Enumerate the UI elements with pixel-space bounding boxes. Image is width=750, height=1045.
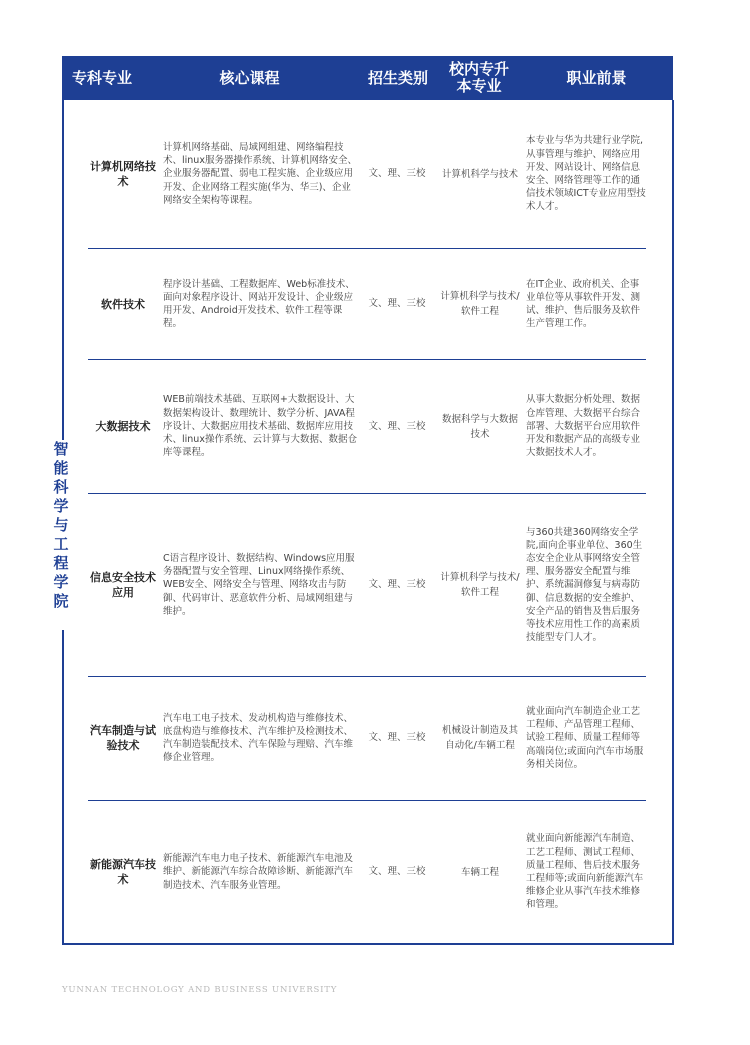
table-row bbox=[88, 100, 646, 248]
career-prospects: 从事大数据分析处理、数据仓库管理、大数据平台综合部署、大数据平台应用软件开发和数据产品的高级专业大数据技术人才。 bbox=[526, 394, 641, 459]
header-col-career: 职业前景 bbox=[566, 68, 627, 87]
core-courses: 新能源汽车电力电子技术、新能源汽车电池及维护、新能源汽车综合故障诊断、新能源汽车制造技术、汽车服务业管理。 bbox=[163, 853, 354, 891]
upgrade-major: 数据科学与大数据技术 bbox=[441, 413, 518, 440]
enrollment-type: 文、理、三校 bbox=[368, 732, 426, 744]
header-col-major: 专科专业 bbox=[71, 68, 132, 87]
upgrade-major: 计算机科学与技术/软件工程 bbox=[440, 572, 520, 598]
major-name: 计算机网络技术 bbox=[90, 160, 156, 188]
career-prospects: 本专业与华为共建行业学院,从事管理与维护、网络应用开发、网站设计、网络信息安全、网络管理等工作的通信技术领域ICT专业应用型技术人才。 bbox=[526, 135, 646, 213]
major-name: 汽车制造与试验技术 bbox=[90, 724, 156, 752]
major-name: 大数据技术 bbox=[95, 420, 151, 433]
major-name: 信息安全技术应用 bbox=[90, 571, 156, 599]
core-courses: 汽车电工电子技术、发动机构造与维修技术、底盘构造与维修技术、汽车维护及检测技术、汽车制造装配技术、汽车保险与理赔、汽车维修企业管理。 bbox=[163, 712, 354, 764]
table-row bbox=[88, 801, 646, 943]
core-courses: C语言程序设计、数据结构、Windows应用服务器配置与安全管理、Linux网络操作系统、WEB安全、网络安全与管理、网络攻击与防御、代码审计、恶意软件分析、局域网组建与维护。 bbox=[163, 552, 355, 617]
career-prospects: 在IT企业、政府机关、企事业单位等从事软件开发、测试、维护、售后服务及软件生产管理工作。 bbox=[526, 278, 641, 330]
core-courses: 计算机网络基础、局域网组建、网络编程技术、linux服务器操作系统、计算机网络安全、企业服务器配置、弱电工程实施、企业级应用开发、企业网络工程实施(华为、华三)、企业网络安全架构等课程。 bbox=[163, 141, 357, 206]
enrollment-type: 文、理、三校 bbox=[368, 168, 426, 180]
college-label: 智能科学与工程学院 bbox=[50, 440, 72, 630]
core-courses: 程序设计基础、工程数据库、Web标准技术、面向对象程序设计、网站开发设计、企业级应用开发、Android开发技术、软件工程等课程。 bbox=[163, 278, 355, 330]
table-row bbox=[88, 360, 646, 493]
enrollment-type: 文、理、三校 bbox=[368, 579, 426, 591]
upgrade-major: 计算机科学与技术/软件工程 bbox=[440, 291, 520, 317]
career-prospects: 就业面向汽车制造企业工艺工程师、产品管理工程师、试验工程师、质量工程师等高端岗位;或面向汽车市场服务相关岗位。 bbox=[526, 705, 644, 770]
header-col-type: 招生类别 bbox=[367, 68, 428, 87]
career-prospects: 与360共建360网络安全学院,面向企事业单位、360生态安全企业从事网络安全管理、服务器安全配置与维护、系统漏洞修复与病毒防御、信息数据的安全维护、安全产品的销售及售后服务等技术应用性工作的高素质技能型专门人才。 bbox=[526, 526, 643, 644]
enrollment-type: 文、理、三校 bbox=[368, 420, 426, 432]
upgrade-major: 车辆工程 bbox=[460, 866, 499, 878]
header-col-courses: 核心课程 bbox=[219, 68, 280, 87]
table-row bbox=[88, 677, 646, 799]
major-name: 新能源汽车技术 bbox=[90, 858, 156, 886]
table-row bbox=[88, 494, 646, 676]
major-name: 软件技术 bbox=[101, 297, 145, 311]
table-row bbox=[88, 249, 646, 359]
career-prospects: 就业面向新能源汽车制造、工艺工程师、测试工程师、质量工程师、售后技术服务工程师等;或面向新能源汽车维修企业从事汽车技术维修和管理。 bbox=[526, 833, 644, 911]
table-header bbox=[62, 56, 673, 100]
upgrade-major: 机械设计制造及其自动化/车辆工程 bbox=[441, 725, 518, 751]
university-footer: YUNNAN TECHNOLOGY AND BUSINESS UNIVERSITY bbox=[62, 985, 338, 995]
upgrade-major: 计算机科学与技术 bbox=[441, 168, 518, 180]
header-col-upgrade: 校内专升本专业 bbox=[448, 60, 509, 95]
enrollment-type: 文、理、三校 bbox=[368, 298, 426, 310]
core-courses: WEB前端技术基础、互联网+大数据设计、大数据架构设计、数理统计、数学分析、JAVA程序设计、大数据应用技术基础、数据库应用技术、linux操作系统、云计算与大数据、数据仓库等课程。 bbox=[163, 394, 357, 459]
enrollment-type: 文、理、三校 bbox=[368, 866, 426, 878]
